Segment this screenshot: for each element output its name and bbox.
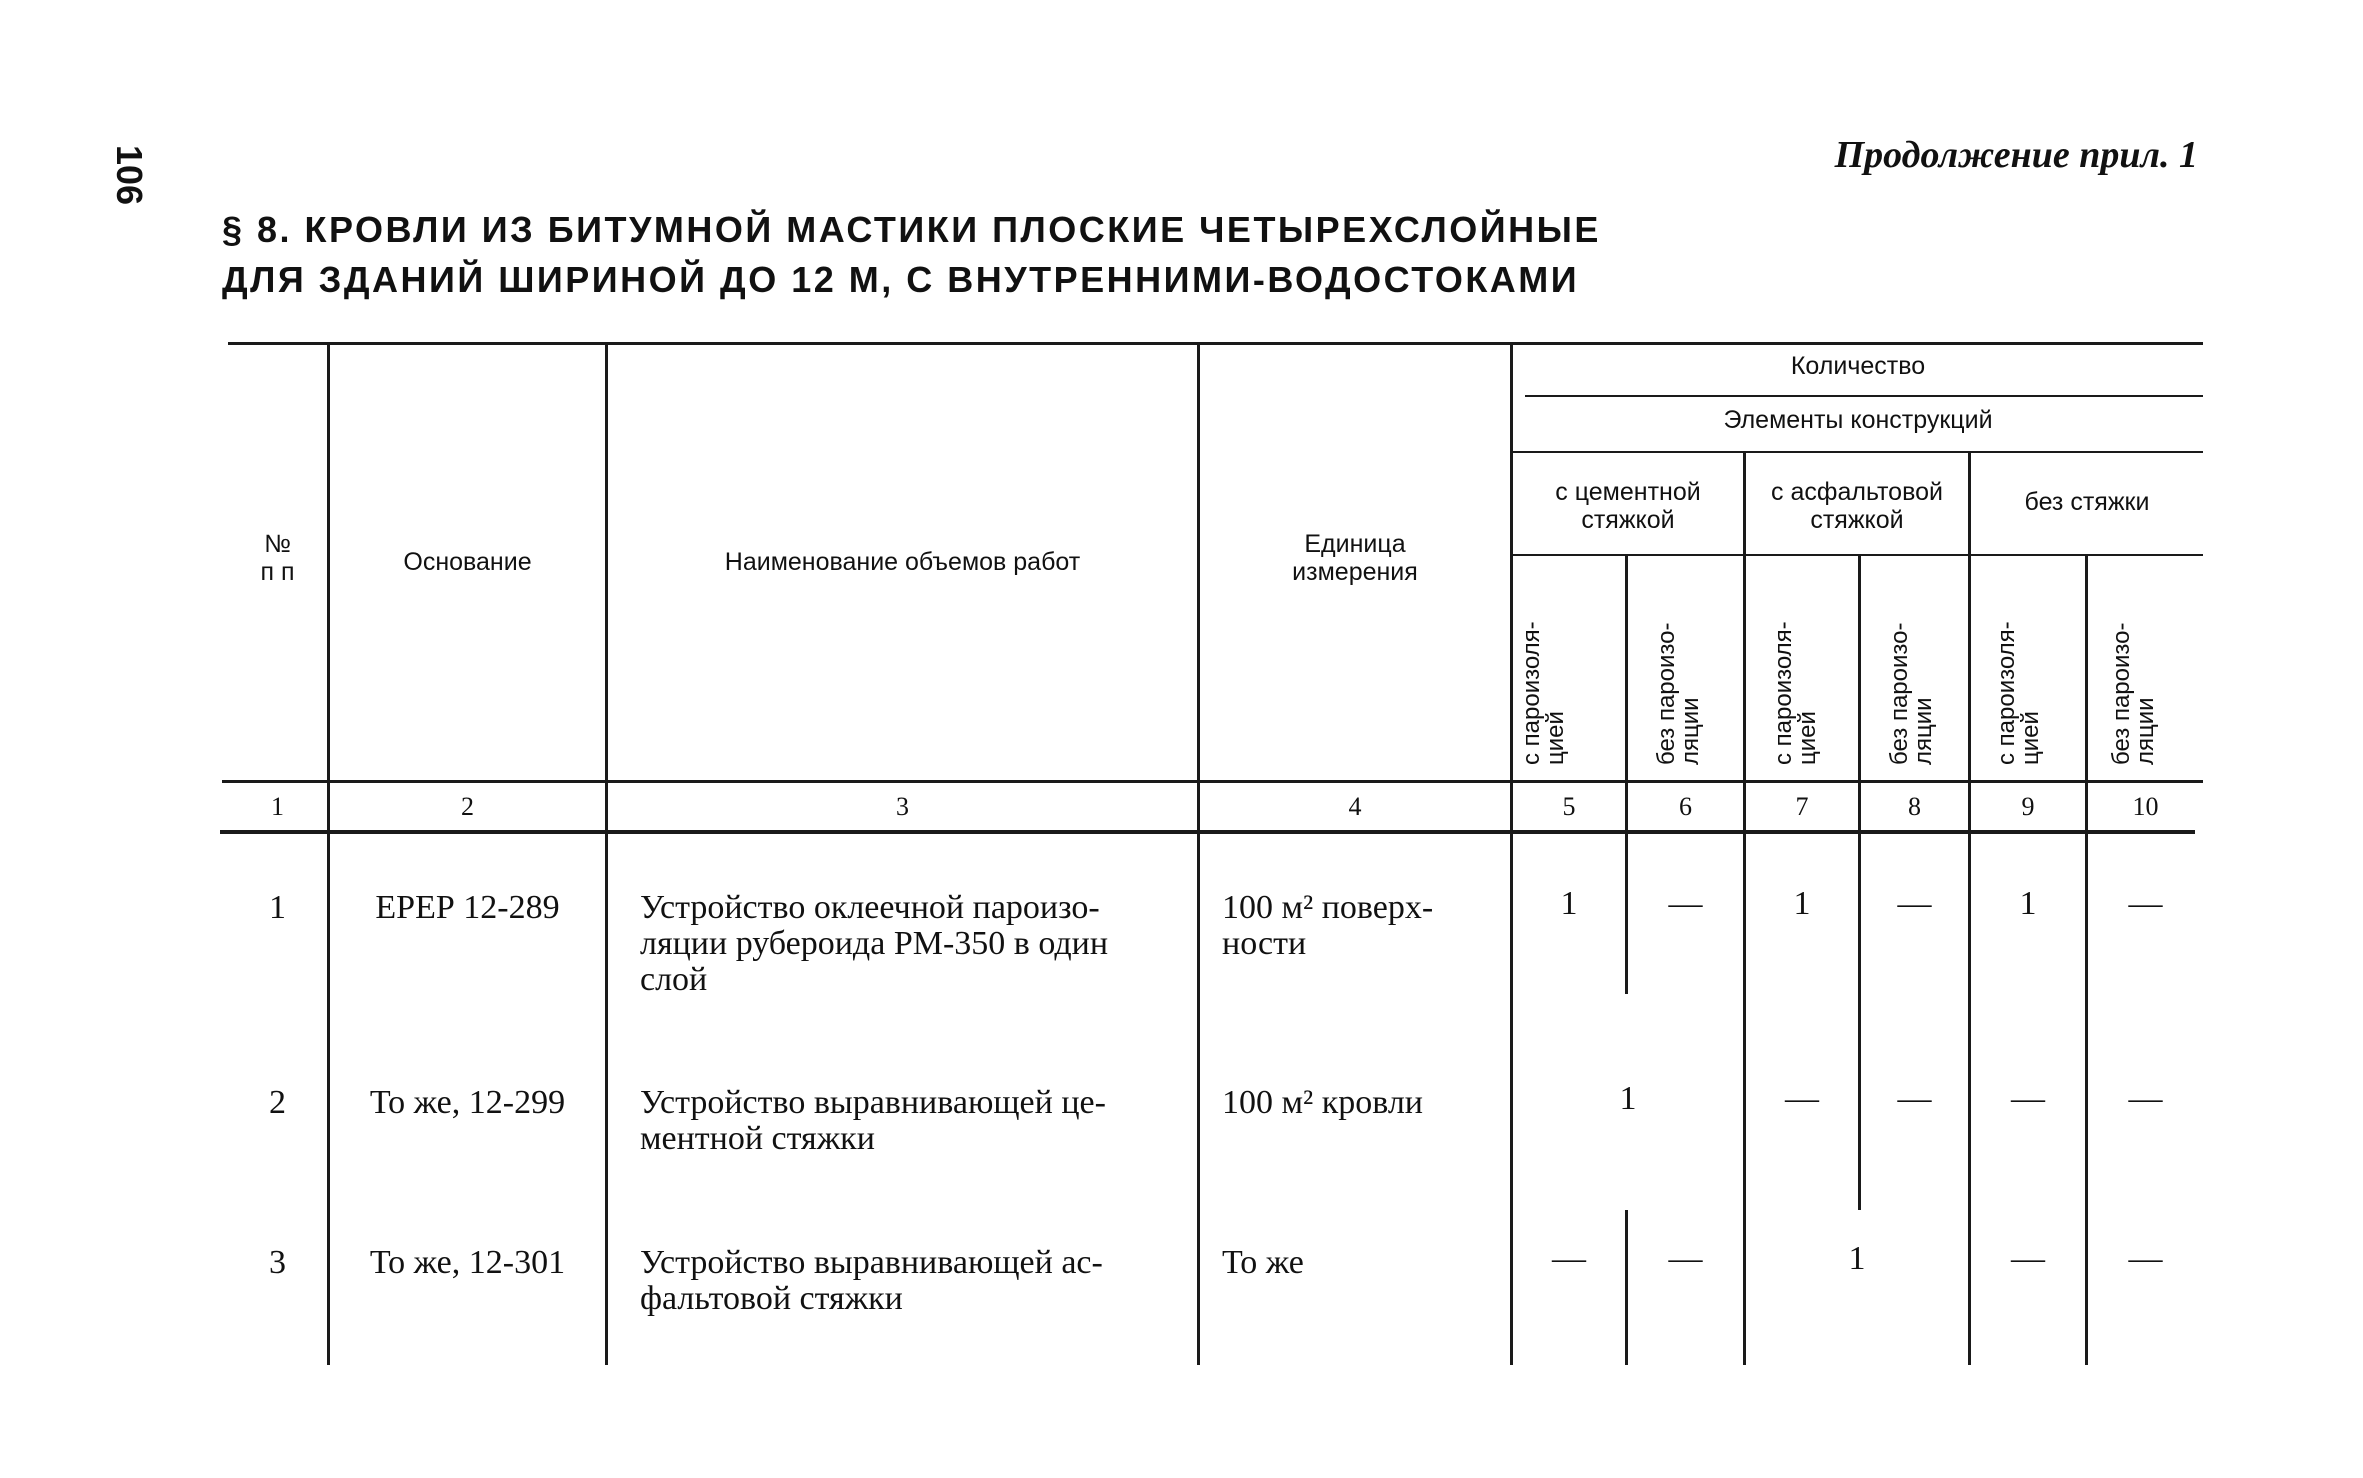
subheader-6: без пароизо- ляции [1653, 622, 1704, 765]
row-unit: 100 м² поверх- ности [1222, 889, 1434, 962]
column-number: 3 [896, 792, 909, 821]
column-number: 6 [1679, 792, 1692, 821]
header-quantity: Количество [1790, 352, 1926, 380]
row-work-name: Устройство выравнивающей ас- фальтовой стяжки [640, 1244, 1103, 1317]
row-value: 1 [2019, 885, 2037, 922]
header-group-cement-line-2: стяжкой [1581, 506, 1675, 534]
header-unit-line-1: Единица [1304, 530, 1406, 558]
column-number: 10 [2132, 792, 2159, 821]
row-value-merged-asphalt: 1 [1848, 1240, 1866, 1277]
col-divider-5-6-row3 [1625, 1210, 1628, 1365]
col-divider-3 [1197, 345, 1200, 1365]
header-work-name: Наименование объемов работ [724, 548, 1081, 576]
row-number: 1 [269, 889, 286, 926]
row-number: 2 [269, 1084, 286, 1121]
section-title-line-2: ДЛЯ ЗДАНИЙ ШИРИНОЙ ДО 12 М, С ВНУТРЕННИМИ-ВОДОСТОКАМИ [222, 259, 1580, 300]
subheader-10: без пароизо- ляции [2108, 622, 2159, 765]
header-basis: Основание [403, 548, 532, 576]
row-work-name: Устройство оклеечной пароизо- ляции рубероида РМ-350 в один слой [640, 889, 1109, 998]
subheader-7: с пароизоля- цией [1770, 621, 1821, 765]
column-numbers-bottom-rule [220, 830, 2195, 834]
row-value: — [2128, 1240, 2163, 1277]
row-value: — [1897, 885, 1932, 922]
row-work-name: Устройство выравнивающей це- ментной стяжки [640, 1084, 1106, 1157]
continuation-label: Продолжение прил. 1 [1834, 134, 2198, 176]
subheader-8: без пароизо- ляции [1886, 622, 1937, 765]
top-rule [228, 342, 2203, 345]
section-title-line-1: § 8. КРОВЛИ ИЗ БИТУМНОЙ МАСТИКИ ПЛОСКИЕ ЧЕТЫРЕХСЛОЙНЫЕ [222, 209, 1601, 250]
header-no-line-1: № [264, 530, 291, 558]
column-number: 9 [2021, 792, 2035, 821]
quantity-rule [1525, 395, 2203, 397]
column-numbers-top-rule [222, 780, 2203, 783]
row-number: 3 [269, 1244, 286, 1281]
row-basis: ЕРЕР 12-289 [375, 889, 560, 926]
row-value: — [2128, 1080, 2163, 1117]
row-basis: То же, 12-299 [369, 1084, 566, 1121]
header-group-no-screed [1971, 488, 2203, 516]
col-divider-2 [605, 345, 608, 1365]
row-value: — [1552, 1240, 1586, 1277]
row-value: — [2011, 1080, 2045, 1117]
header-group-no-screed-line-1: без стяжки [2024, 488, 2150, 516]
header-unit [1200, 530, 1510, 586]
row-value: — [1668, 885, 1703, 922]
header-no [228, 530, 327, 586]
header-no-line-2: п п [260, 558, 295, 586]
row-value: — [1668, 1240, 1703, 1277]
page-number: 106 [109, 145, 150, 206]
col-divider-1 [327, 345, 330, 1365]
column-number: 5 [1562, 792, 1576, 821]
header-elements: Элементы конструкций [1723, 406, 1993, 434]
row-basis: То же, 12-301 [369, 1244, 566, 1281]
row-value: — [2011, 1240, 2045, 1277]
elements-rule [1510, 451, 2203, 453]
subheader-9: с пароизоля- цией [1993, 621, 2044, 765]
header-group-asphalt-line-1: с асфальтовой [1771, 478, 1943, 506]
groups-rule [1510, 554, 2203, 556]
column-number: 1 [271, 792, 284, 821]
row-value: — [2128, 885, 2163, 922]
column-number: 4 [1348, 792, 1362, 821]
header-group-cement [1513, 478, 1743, 534]
row-unit: 100 м² кровли [1222, 1084, 1423, 1121]
row-value: 1 [1793, 885, 1811, 922]
subheader-5: с пароизоля- цией [1518, 621, 1569, 765]
row-value: — [1897, 1080, 1932, 1117]
row-unit: То же [1222, 1244, 1304, 1281]
row-value-merged-cement: 1 [1619, 1080, 1637, 1117]
section-title [222, 205, 1601, 305]
header-unit-line-2: измерения [1292, 558, 1418, 586]
column-number: 7 [1795, 792, 1809, 821]
header-group-cement-line-1: с цементной [1555, 478, 1701, 506]
row-value: 1 [1560, 885, 1578, 922]
column-number: 8 [1908, 792, 1921, 821]
column-number: 2 [461, 792, 474, 821]
header-group-asphalt [1746, 478, 1968, 534]
row-value: — [1785, 1080, 1819, 1117]
header-group-asphalt-line-2: стяжкой [1810, 506, 1904, 534]
